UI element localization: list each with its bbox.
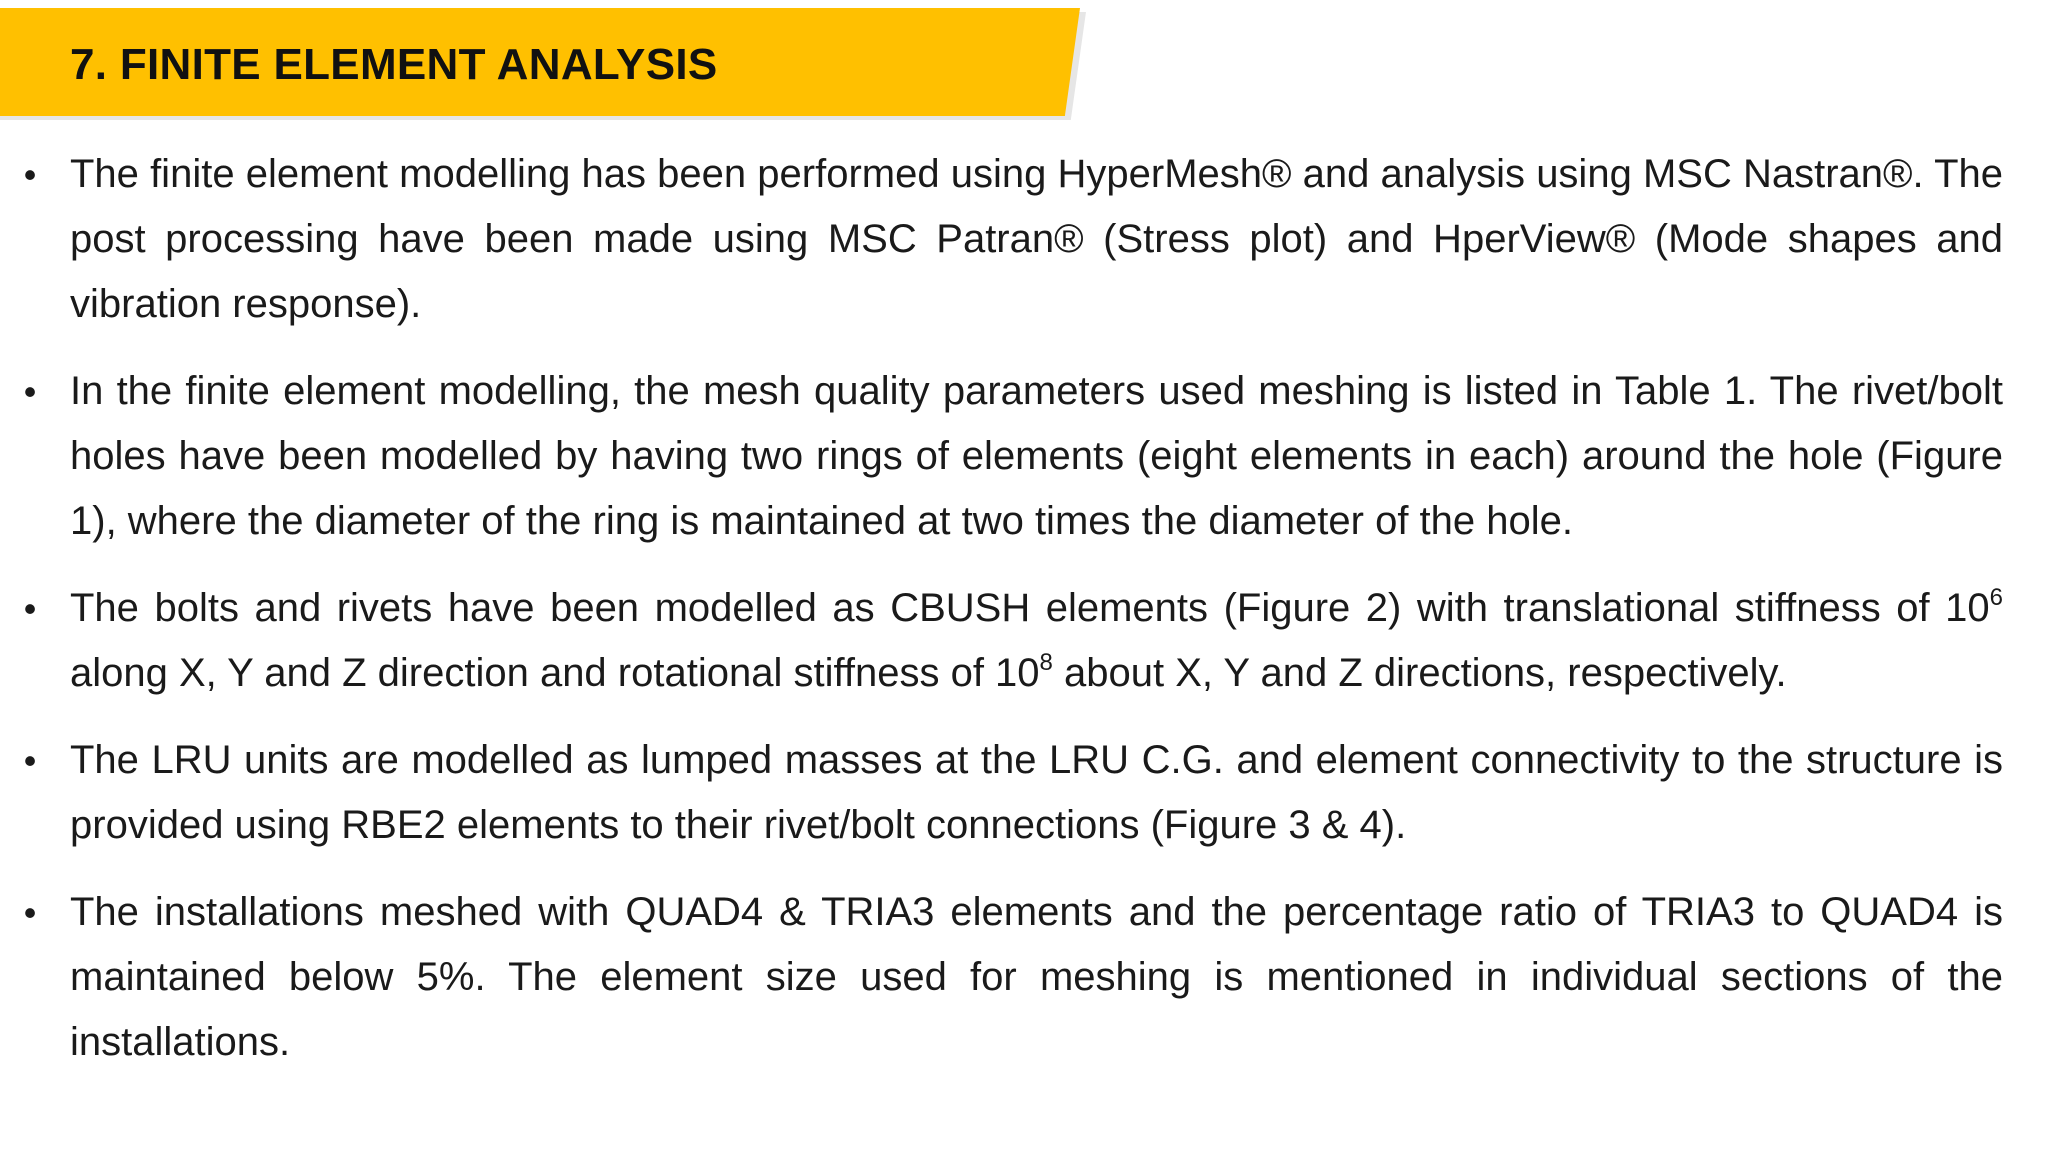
bullet-icon: • [23, 740, 37, 781]
bullet-item-cbush [0, 576, 2048, 706]
bullet-text-part: along X, Y and Z direction and rotational stiffness of 10 [70, 651, 1040, 695]
bullet-item-mesh-quality [0, 359, 2048, 554]
exponent: 8 [1039, 649, 1053, 676]
bullet-text: The installations meshed with QUAD4 & TRIA3 elements and the percentage ratio of TRIA3 to QUAD4 is maintained below 5%. The element size used for meshing is mentioned in individual sections of the installations. [70, 890, 2003, 1064]
bullet-text-part: The bolts and rivets have been modelled as CBUSH elements (Figure 2) with translational stiffness of 10 [70, 586, 1990, 630]
bullet-list [0, 142, 2048, 1097]
bullet-item-lru [0, 728, 2048, 858]
exponent: 6 [1989, 584, 2003, 611]
bullet-text-part: about X, Y and Z directions, respectively. [1052, 651, 1787, 695]
bullet-text: The LRU units are modelled as lumped masses at the LRU C.G. and element connectivity to the structure is provided using RBE2 elements to their rivet/bolt connections (Figure 3 & 4). [70, 738, 2003, 847]
bullet-item-installations [0, 880, 2048, 1075]
slide-title: 7. FINITE ELEMENT ANALYSIS [70, 40, 718, 89]
bullet-item-software [0, 142, 2048, 337]
bullet-icon: • [23, 371, 37, 412]
bullet-text: In the finite element modelling, the mesh quality parameters used meshing is listed in Table 1. The rivet/bolt holes have been modelled by having two rings of elements (eight elements in each) around the hole (Figure 1), where the diameter of the ring is maintained at two times the diameter of the hole. [70, 369, 2003, 543]
bullet-text: The finite element modelling has been performed using HyperMesh® and analysis using MSC Nastran®. The post processing have been made using MSC Patran® (Stress plot) and HperView® (Mode shapes and vibration response). [70, 152, 2003, 326]
bullet-text [70, 586, 2003, 695]
bullet-icon: • [23, 154, 37, 195]
bullet-icon: • [23, 588, 37, 629]
bullet-icon: • [23, 892, 37, 933]
